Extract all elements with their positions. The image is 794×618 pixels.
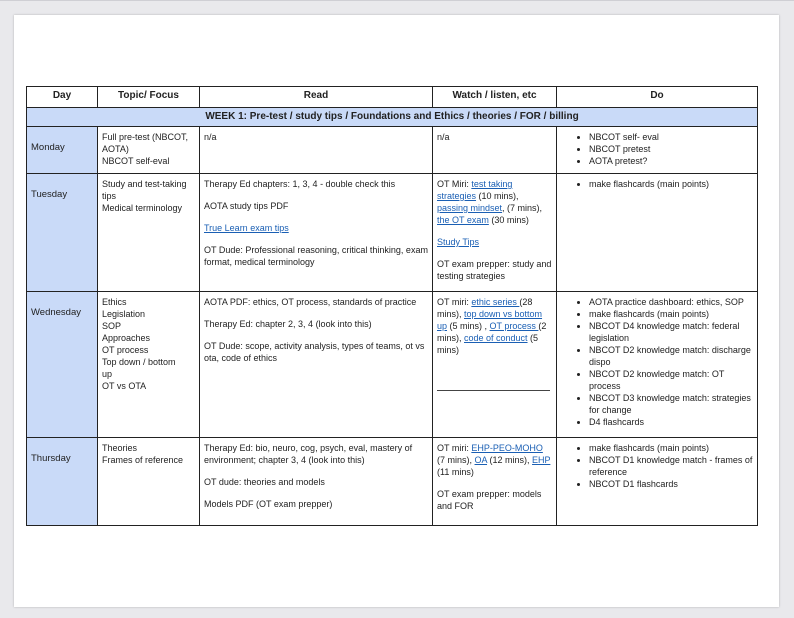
read-text: OT dude: theories and models: [204, 477, 325, 487]
day-cell: [27, 174, 98, 292]
do-item: • AOTA pretest?: [589, 155, 753, 167]
topic-cell: [98, 174, 200, 292]
true-learn-link[interactable]: True Learn exam tips: [204, 223, 289, 233]
watch-text: n/a: [437, 132, 450, 142]
do-item: • NBCOT D2 knowledge match: OT process: [589, 368, 753, 392]
day-label: Monday: [31, 142, 65, 153]
day-label: Wednesday: [31, 307, 81, 318]
read-text: Therapy Ed: bio, neuro, cog, psych, eval, mastery of environment; chapter 3, 4 (look into this): [204, 443, 413, 465]
header-read: Read: [200, 87, 433, 108]
watch-cell: [433, 127, 557, 174]
watch-text: OT Miri: test taking strategies (10 mins), passing mindset, (7 mins), the OT exam (30 mins): [437, 179, 543, 225]
row-thursday: [27, 438, 758, 526]
top-down-bottom-up-link[interactable]: top down vs bottom up: [437, 309, 543, 331]
read-text: n/a: [204, 132, 217, 142]
day-cell: [27, 127, 98, 174]
read-cell: [200, 292, 433, 438]
topic-line: Frames of reference: [102, 455, 184, 465]
do-item: • make flashcards (main points): [589, 178, 753, 190]
do-item: • NBCOT D2 knowledge match: discharge dispo: [589, 344, 753, 368]
do-list: [561, 442, 753, 490]
week-row: [27, 108, 758, 127]
header-watch: Watch / listen, etc: [433, 87, 557, 108]
header-do: Do: [557, 87, 758, 108]
do-item: • make flashcards (main points): [589, 308, 753, 320]
header-day: Day: [27, 87, 98, 108]
do-item: • NBCOT D1 knowledge match - frames of reference: [589, 454, 753, 478]
topic-line: Medical terminology: [102, 203, 183, 213]
topic-line: Study and test-taking: [102, 179, 187, 189]
do-item: • AOTA practice dashboard: ethics, SOP: [589, 296, 753, 308]
topic-cell: [98, 127, 200, 174]
read-text: Therapy Ed chapters: 1, 3, 4 - double check this: [204, 179, 396, 189]
do-item: • NBCOT self- eval: [589, 131, 753, 143]
horizontal-rule: [437, 390, 550, 391]
read-text: OT Dude: Professional reasoning, critical thinking, exam format, medical terminology: [204, 245, 428, 267]
read-text: Therapy Ed: chapter 2, 3, 4 (look into this): [204, 319, 372, 329]
topic-line: NBCOT self-eval: [102, 156, 170, 166]
ehp-peo-moho-link[interactable]: EHP-PEO-MOHO: [471, 443, 543, 453]
read-cell: [200, 127, 433, 174]
topic-line: AOTA): [102, 144, 129, 154]
study-tips-link[interactable]: Study Tips: [437, 237, 480, 247]
day-label: Tuesday: [31, 189, 68, 200]
read-text: AOTA study tips PDF: [204, 201, 289, 211]
do-list: [561, 296, 753, 428]
topic-line: tips: [102, 191, 117, 201]
topic-line: OT process: [102, 345, 149, 355]
ethic-series-link[interactable]: ethic series: [471, 297, 520, 307]
topic-line: Full pre-test (NBCOT,: [102, 132, 189, 142]
topic-cell: [98, 292, 200, 438]
header-row: [27, 87, 758, 108]
read-text: OT Dude: scope, activity analysis, types of teams, ot vs ota, code of ethics: [204, 341, 425, 363]
row-wednesday: [27, 292, 758, 438]
do-list: [561, 178, 753, 190]
topic-line: up: [102, 369, 113, 379]
watch-text: OT exam prepper: study and testing strategies: [437, 259, 552, 281]
read-cell: [200, 438, 433, 526]
day-label: Thursday: [31, 453, 71, 464]
row-tuesday: [27, 174, 758, 292]
do-item: • make flashcards (main points): [589, 442, 753, 454]
topic-line: Approaches: [102, 333, 151, 343]
topic-line: Legislation: [102, 309, 146, 319]
do-item: • NBCOT D4 knowledge match: federal legislation: [589, 320, 753, 344]
ot-process-link[interactable]: OT process: [489, 321, 539, 331]
watch-text: OT exam prepper: models and FOR: [437, 489, 542, 511]
window-top-border: [0, 0, 794, 1]
watch-cell: [433, 438, 557, 526]
do-cell: [557, 438, 758, 526]
topic-line: Ethics: [102, 297, 127, 307]
read-cell: [200, 174, 433, 292]
day-cell: [27, 438, 98, 526]
do-item: • D4 flashcards: [589, 416, 753, 428]
header-topic: Topic/ Focus: [98, 87, 200, 108]
ot-exam-link[interactable]: the OT exam: [437, 215, 489, 225]
watch-text: OT miri: EHP-PEO-MOHO (7 mins), OA (12 mins), EHP (11 mins): [437, 443, 551, 477]
do-item: • NBCOT pretest: [589, 143, 753, 155]
test-taking-link[interactable]: test taking strategies: [437, 179, 513, 201]
do-list: [561, 131, 753, 167]
do-cell: [557, 292, 758, 438]
watch-cell: [433, 174, 557, 292]
do-item: • NBCOT D1 flashcards: [589, 478, 753, 490]
do-cell: [557, 174, 758, 292]
day-cell: [27, 292, 98, 438]
code-of-conduct-link[interactable]: code of conduct: [464, 333, 528, 343]
oa-link[interactable]: OA: [474, 455, 488, 465]
do-item: • NBCOT D3 knowledge match: strategies for change: [589, 392, 753, 416]
study-schedule-table: [26, 86, 758, 526]
watch-text: OT miri: ethic series (28 mins), top down vs bottom up (5 mins) , OT process (2 mins), code of conduct (5 mins): [437, 297, 547, 355]
read-text: AOTA PDF: ethics, OT process, standards of practice: [204, 297, 417, 307]
ehp-link[interactable]: EHP: [532, 455, 551, 465]
topic-cell: [98, 438, 200, 526]
topic-line: OT vs OTA: [102, 381, 147, 391]
watch-cell: [433, 292, 557, 438]
do-cell: [557, 127, 758, 174]
read-text: Models PDF (OT exam prepper): [204, 499, 333, 509]
week-title: WEEK 1: Pre-test / study tips / Foundations and Ethics / theories / FOR / billing: [27, 108, 758, 127]
passing-mindset-link[interactable]: passing mindset: [437, 203, 503, 213]
document-page: [14, 15, 779, 607]
topic-line: Top down / bottom: [102, 357, 176, 367]
topic-line: SOP: [102, 321, 122, 331]
row-monday: [27, 127, 758, 174]
topic-line: Theories: [102, 443, 138, 453]
